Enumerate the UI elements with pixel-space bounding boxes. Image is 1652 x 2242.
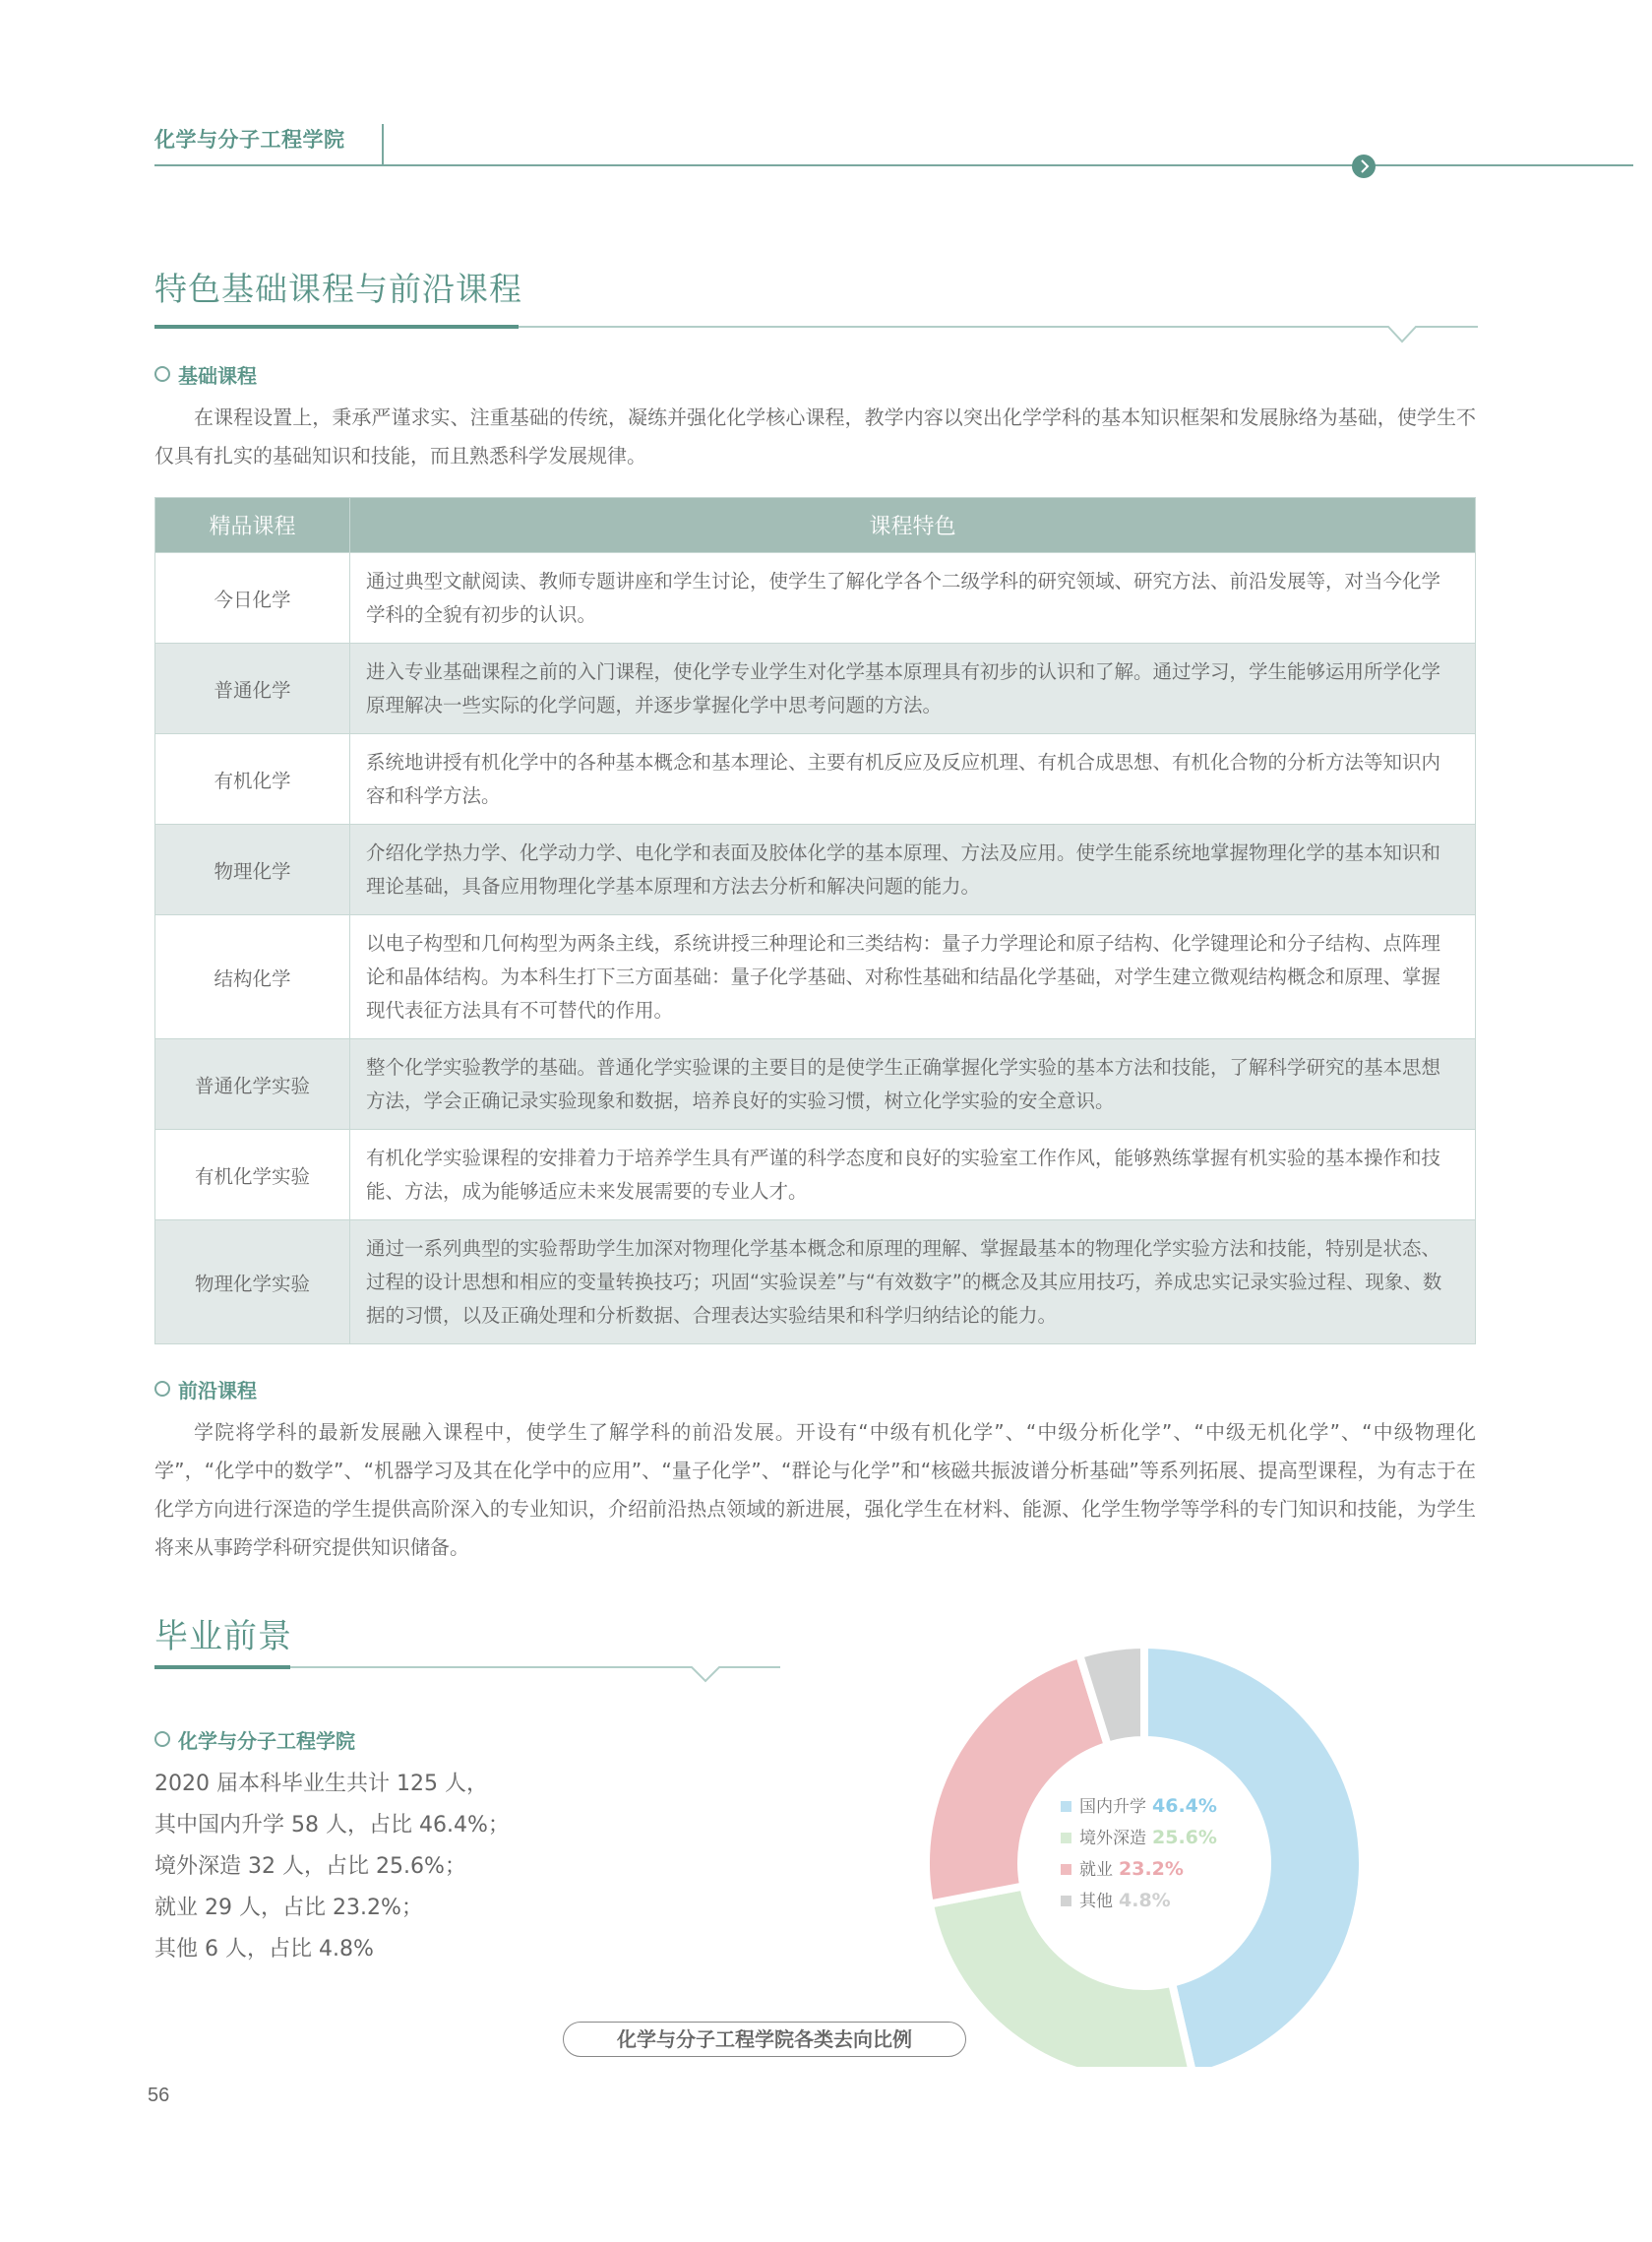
legend-swatch	[1061, 1864, 1071, 1875]
circle-bullet-icon	[154, 1381, 170, 1397]
legend-item	[1061, 1822, 1217, 1853]
subheading-school-label: 化学与分子工程学院	[178, 1729, 355, 1753]
table-row	[155, 553, 1476, 644]
section-title-courses: 特色基础课程与前沿课程	[154, 270, 522, 308]
running-header-school: 化学与分子工程学院	[154, 128, 345, 152]
legend-item	[1061, 1885, 1217, 1916]
legend-swatch	[1061, 1801, 1071, 1812]
course-desc: 通过一系列典型的实验帮助学生加深对物理化学基本概念和原理的理解、掌握最基本的物理化学实验方法和技能，特别是状态、过程的设计思想和相应的变量转换技巧；巩固“实验误差”与“有效数字”的概念及其应用技巧，养成忠实记录实验过程、现象、数据的习惯，以及正确处理和分析数据、合理表达实验结果和科学归纳结论的能力。	[350, 1220, 1476, 1344]
table-row	[155, 1130, 1476, 1220]
courses-table	[154, 497, 1476, 1344]
table-row	[155, 644, 1476, 734]
legend-label: 国内升学	[1079, 1797, 1146, 1817]
legend-value: 25.6%	[1152, 1827, 1217, 1848]
subheading-school	[154, 1725, 355, 1754]
course-desc: 进入专业基础课程之前的入门课程，使化学专业学生对化学基本原理具有初步的认识和了解。通过学习，学生能够运用所学化学原理解决一些实际的化学问题，并逐步掌握化学中思考问题的方法。	[350, 644, 1476, 734]
col-header-features: 课程特色	[350, 498, 1476, 553]
circle-bullet-icon	[154, 366, 170, 382]
course-name: 普通化学	[155, 644, 350, 734]
course-name: 物理化学	[155, 825, 350, 915]
course-desc: 以电子构型和几何构型为两条主线，系统讲授三种理论和三类结构：量子力学理论和原子结构、化学键理论和分子结构、点阵理论和晶体结构。为本科生打下三方面基础：量子化学基础、对称性基础和结晶化学基础，对学生建立微观结构概念和原理、掌握现代表征方法具有不可替代的作用。	[350, 915, 1476, 1039]
legend-label: 境外深造	[1079, 1829, 1146, 1848]
course-name: 普通化学实验	[155, 1039, 350, 1130]
legend-label: 就业	[1079, 1860, 1113, 1880]
stat-line: 就业 29 人，占比 23.2%；	[154, 1896, 423, 1920]
subheading-frontier-label: 前沿课程	[178, 1379, 257, 1402]
graduate-stats	[154, 1764, 510, 1970]
subheading-frontier-courses	[154, 1375, 257, 1403]
circle-bullet-icon	[154, 1731, 170, 1747]
table-row	[155, 1039, 1476, 1130]
legend-item	[1061, 1790, 1217, 1822]
basic-courses-paragraph: 在课程设置上，秉承严谨求实、注重基础的传统，凝练并强化化学核心课程，教学内容以突出化学学科的基本知识框架和发展脉络为基础，使学生不仅具有扎实的基础知识和技能，而且熟悉科学发展规律。	[154, 405, 1476, 467]
stat-line: 2020 届本科毕业生共计 125 人，	[154, 1772, 488, 1796]
legend-value: 23.2%	[1119, 1858, 1184, 1880]
legend-label: 其他	[1079, 1892, 1113, 1911]
course-desc: 系统地讲授有机化学中的各种基本概念和基本理论、主要有机反应及反应机理、有机合成思想、有机化合物的分析方法等知识内容和科学方法。	[350, 734, 1476, 825]
page-number: 56	[148, 2085, 170, 2106]
legend-swatch	[1061, 1833, 1071, 1843]
course-desc: 整个化学实验教学的基础。普通化学实验课的主要目的是使学生正确掌握化学实验的基本方法和技能，了解科学研究的基本思想方法，学会正确记录实验现象和数据，培养良好的实验习惯，树立化学实验的安全意识。	[350, 1039, 1476, 1130]
stat-line: 其他 6 人，占比 4.8%	[154, 1937, 374, 1962]
course-name: 有机化学	[155, 734, 350, 825]
course-name: 物理化学实验	[155, 1220, 350, 1344]
header-rule	[154, 164, 1633, 166]
legend-value: 46.4%	[1152, 1795, 1217, 1817]
table-row	[155, 734, 1476, 825]
section-title-rule	[154, 1663, 780, 1687]
stat-line: 其中国内升学 58 人，占比 46.4%；	[154, 1813, 510, 1837]
course-desc: 通过典型文献阅读、教师专题讲座和学生讨论，使学生了解化学各个二级学科的研究领域、研究方法、前沿发展等，对当今化学学科的全貌有初步的认识。	[350, 553, 1476, 644]
course-desc: 介绍化学热力学、化学动力学、电化学和表面及胶体化学的基本原理、方法及应用。使学生能系统地掌握物理化学的基本知识和理论基础，具备应用物理化学基本原理和方法去分析和解决问题的能力。	[350, 825, 1476, 915]
stat-line: 境外深造 32 人，占比 25.6%；	[154, 1854, 466, 1879]
section-title-career: 毕业前景	[154, 1617, 292, 1656]
section-title-rule	[154, 323, 1478, 346]
table-row	[155, 915, 1476, 1039]
col-header-course: 精品课程	[155, 498, 350, 553]
subheading-basic-label: 基础课程	[178, 364, 257, 388]
table-header-row	[155, 498, 1476, 553]
course-name: 今日化学	[155, 553, 350, 644]
chart-caption: 化学与分子工程学院各类去向比例	[563, 2022, 966, 2057]
legend-item	[1061, 1853, 1217, 1885]
subheading-basic-courses	[154, 360, 257, 389]
legend-swatch	[1061, 1896, 1071, 1906]
chart-legend	[1061, 1790, 1217, 1916]
header-divider	[382, 124, 384, 165]
table-row	[155, 825, 1476, 915]
legend-value: 4.8%	[1119, 1890, 1171, 1911]
table-row	[155, 1220, 1476, 1344]
course-name: 有机化学实验	[155, 1130, 350, 1220]
chevron-right-icon	[1352, 155, 1376, 178]
course-desc: 有机化学实验课程的安排着力于培养学生具有严谨的科学态度和良好的实验室工作作风，能够熟练掌握有机实验的基本操作和技能、方法，成为能够适应未来发展需要的专业人才。	[350, 1130, 1476, 1220]
frontier-courses-paragraph: 学院将学科的最新发展融入课程中，使学生了解学科的前沿发展。开设有“中级有机化学”、“中级分析化学”、“中级无机化学”、“中级物理化学”，“化学中的数学”、“机器学习及其在化学中的应用”、“量子化学”、“群论与化学”和“核磁共振波谱分析基础”等系列拓展、提高型课程，为有志于在化学方向进行深造的学生提供高阶深入的专业知识，介绍前沿热点领域的新进展，强化学生在材料、能源、化学生物学等学科的专门知识和技能，为学生将来从事跨学科研究提供知识储备。	[154, 1420, 1476, 1559]
course-name: 结构化学	[155, 915, 350, 1039]
